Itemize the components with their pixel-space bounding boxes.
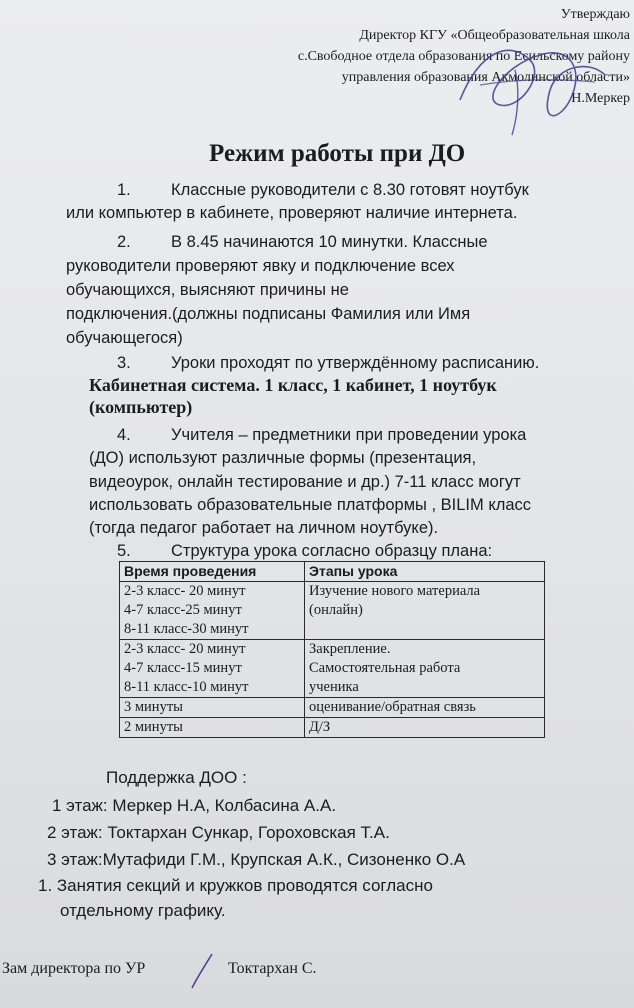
item-4-line-3: видеоурок, онлайн тестирование и др.) 7-11 класс могут (89, 473, 521, 491)
table-cell-stage (305, 582, 545, 640)
item-5-text: Структура урока согласно образцу плана: (171, 542, 493, 560)
table-cell-time: 3 минуты (120, 698, 305, 718)
item-2-line-3: обучающихся, выясняют причины не (66, 281, 349, 299)
item-2-line-2: руководители проверяют явку и подключение всех (66, 257, 455, 275)
item-2-number: 2. (117, 233, 131, 251)
item-4-text: Учителя – предметники при проведении урока (171, 426, 527, 444)
cabinet-system-line-1: Кабинетная система. 1 класс, 1 кабинет, 1 ноутбук (89, 375, 497, 395)
item-2-line-5: обучающегося) (66, 329, 183, 347)
item-4-number: 4. (117, 426, 131, 444)
stage-line: Закрепление. (309, 641, 391, 657)
table-row (120, 582, 545, 640)
deputy-signature (182, 950, 222, 990)
support-floor-2: 2 этаж: Токтархан Сункар, Гороховская Т.А. (47, 823, 390, 842)
lesson-structure-table (119, 561, 545, 738)
approval-line-3: с.Свободное отдела образования по Есильскому району (297, 49, 630, 64)
table-cell-time (120, 582, 305, 640)
sections-line-1: 1. Занятия секций и кружков проводятся согласно (38, 876, 433, 895)
item-1-text: Классные руководители с 8.30 готовят ноутбук (171, 181, 529, 199)
support-floor-1: 1 этаж: Меркер Н.А, Колбасина А.А. (52, 796, 337, 815)
time-line: 8-11 класс-30 минут (124, 621, 249, 637)
time-line: 4-7 класс-25 минут (124, 602, 242, 618)
time-line: 2-3 класс- 20 минут (124, 641, 246, 657)
footer-role: Зам директора по УР (2, 960, 146, 977)
approval-line-2: Директор КГУ «Общеобразовательная школа (359, 28, 630, 43)
table-header-row (120, 562, 545, 582)
item-5-line-1 (117, 540, 492, 562)
item-1-number: 1. (117, 181, 131, 199)
stage-line: Самостоятельная работа (309, 660, 461, 676)
approval-line-5: Н.Меркер (571, 91, 630, 106)
approval-line-4: управления образования Акмолинской области» (341, 70, 630, 85)
item-2-text: В 8.45 начинаются 10 минутки. Классные (171, 233, 488, 251)
table-cell-stage: Д/З (305, 718, 545, 738)
item-3-line-1 (117, 352, 539, 374)
item-1-line-2: или компьютер в кабинете, проверяют наличие интернета. (66, 204, 518, 222)
cabinet-system-line-2: (компьютер) (89, 397, 193, 417)
item-3-number: 3. (117, 354, 131, 372)
footer-name: Токтархан С. (228, 960, 317, 977)
item-4-line-4: использовать образовательные платформы , BILIM класс (89, 496, 532, 514)
table-header-stage: Этапы урока (305, 562, 545, 582)
table-cell-stage: оценивание/обратная связь (305, 698, 545, 718)
table-header-time: Время проведения (120, 562, 305, 582)
item-2-line-4: подключения.(должны подписаны Фамилия или Имя (66, 305, 471, 323)
item-1-line-1 (117, 179, 529, 201)
time-line: 8-11 класс-10 минут (124, 679, 249, 695)
item-5-number: 5. (117, 542, 131, 560)
table-cell-stage (305, 640, 545, 698)
support-floor-3: 3 этаж:Мутафиди Г.М., Крупская А.К., Сизоненко О.А (47, 850, 466, 869)
support-heading: Поддержка ДОО : (106, 768, 247, 787)
approval-line-1: Утверждаю (560, 7, 630, 22)
item-4-line-5: (тогда педагог работает на личном ноутбуке). (89, 519, 439, 537)
item-3-text: Уроки проходят по утверждённому расписанию. (171, 354, 540, 372)
table-row (120, 698, 545, 718)
time-line: 4-7 класс-15 минут (124, 660, 242, 676)
sections-line-2: отдельному графику. (60, 901, 226, 920)
approval-block (298, 4, 630, 109)
table-row (120, 718, 545, 738)
stage-line: (онлайн) (309, 602, 363, 618)
item-2-line-1 (117, 231, 488, 253)
table-cell-time: 2 минуты (120, 718, 305, 738)
item-4-line-2: (ДО) используют различные формы (презентация, (89, 449, 477, 467)
item-4-line-1 (117, 424, 526, 446)
time-line: 2-3 класс- 20 минут (124, 583, 246, 599)
stage-line: ученика (309, 679, 359, 695)
table-cell-time (120, 640, 305, 698)
page-title: Режим работы при ДО (209, 140, 466, 167)
stage-line: Изучение нового материала (309, 583, 481, 599)
table-row (120, 640, 545, 698)
